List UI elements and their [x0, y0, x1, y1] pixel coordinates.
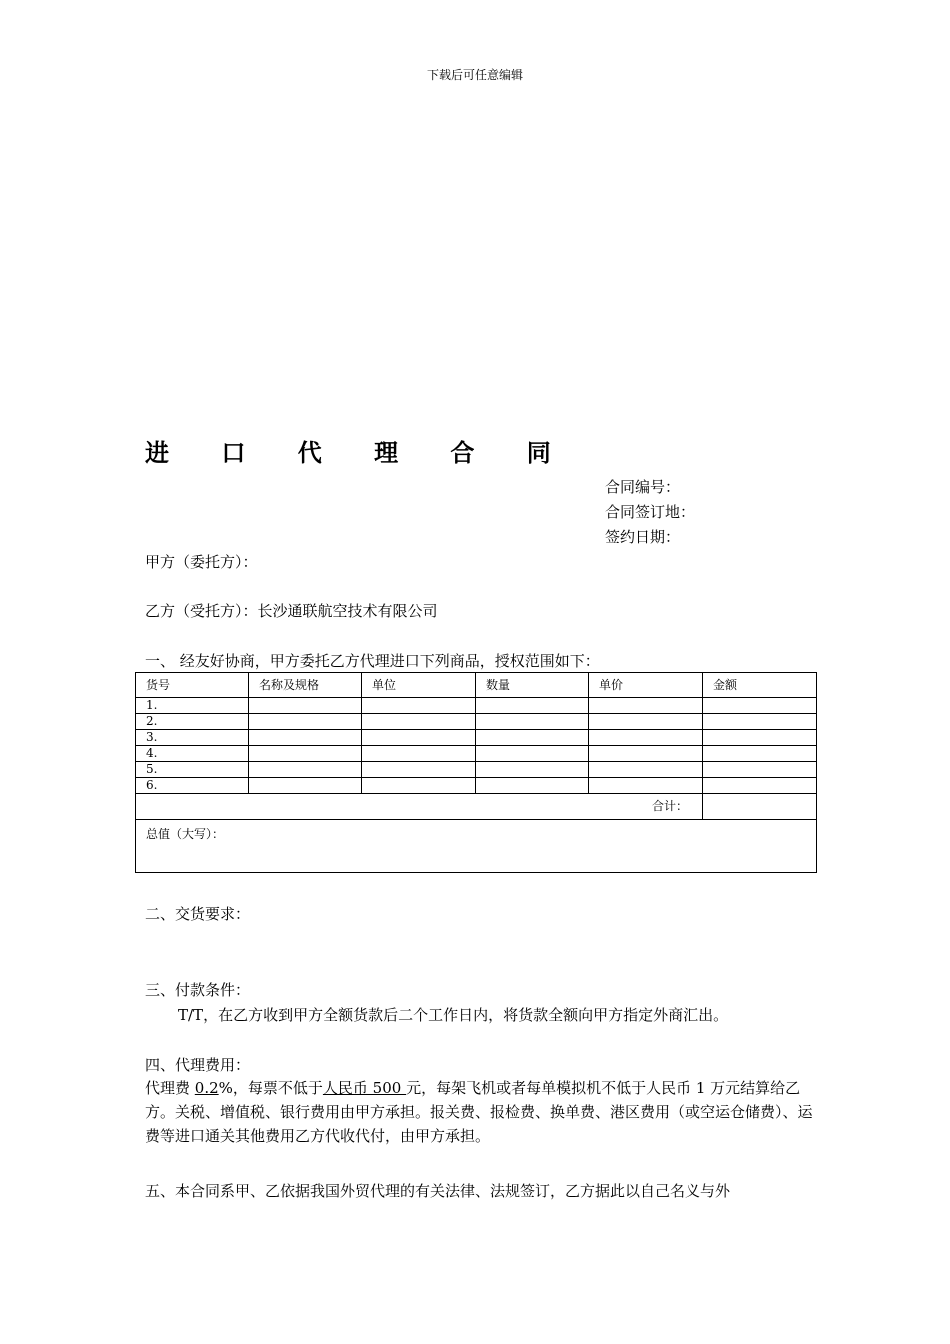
agency-fee-text: %，每票不低于	[218, 1079, 323, 1097]
table-cell	[249, 730, 362, 746]
section-2-heading: 二、交货要求：	[145, 905, 251, 923]
section-3-text: T/T，在乙方收到甲方全额货款后二个工作日内，将货款全额向甲方指定外商汇出。	[178, 1006, 729, 1024]
row-number: 3.	[136, 730, 249, 746]
table-cell	[476, 762, 589, 778]
party-b-name: 长沙通联航空技术有限公司	[257, 602, 438, 620]
table-cell	[362, 730, 476, 746]
section-5-text: 五、本合同系甲、乙依据我国外贸代理的有关法律、法规签订，乙方据此以自己名义与外	[145, 1182, 731, 1200]
goods-table	[135, 672, 817, 873]
row-number: 4.	[136, 746, 249, 762]
total-words-row	[136, 820, 817, 873]
table-cell	[476, 746, 589, 762]
table-cell	[476, 730, 589, 746]
table-row	[136, 762, 817, 778]
row-number: 5.	[136, 762, 249, 778]
table-cell	[249, 778, 362, 794]
table-cell	[589, 698, 703, 714]
table-cell	[703, 714, 817, 730]
total-label: 合计：	[136, 794, 703, 820]
table-cell	[703, 778, 817, 794]
party-b-line	[145, 600, 438, 621]
table-cell	[589, 714, 703, 730]
table-cell	[703, 746, 817, 762]
agency-fee-rate: 0.2	[194, 1079, 219, 1097]
table-cell	[362, 778, 476, 794]
table-header-row	[136, 673, 817, 698]
table-cell	[362, 762, 476, 778]
table-cell	[703, 730, 817, 746]
column-header: 单价	[589, 673, 703, 698]
column-header: 单位	[362, 673, 476, 698]
table-row	[136, 746, 817, 762]
column-header: 金额	[703, 673, 817, 698]
signing-place-label: 合同签订地：	[605, 503, 696, 521]
table-cell	[249, 714, 362, 730]
agency-fee-rest: 元，每架飞机或者每单模拟机不低于人民币 1 万元结算给乙方。关税、增值税、银行费用由甲方承担。报关费、报检费、换单费、港区费用（或空运仓储费）、运费等进口通关其他费用乙方代收代付，由甲方承担。	[145, 1079, 813, 1145]
table-cell	[362, 746, 476, 762]
table-row	[136, 714, 817, 730]
contract-number-label: 合同编号：	[605, 478, 681, 496]
contract-title: 进 口 代 理 合 同	[145, 438, 573, 467]
table-cell	[589, 746, 703, 762]
row-number: 2.	[136, 714, 249, 730]
row-number: 6.	[136, 778, 249, 794]
total-row	[136, 794, 817, 820]
table-row	[136, 778, 817, 794]
table-cell	[476, 714, 589, 730]
table-cell	[249, 698, 362, 714]
table-row	[136, 698, 817, 714]
section-1-text: 一、 经友好协商，甲方委托乙方代理进口下列商品，授权范围如下：	[145, 652, 600, 670]
table-cell	[362, 714, 476, 730]
section-3-heading: 三、付款条件：	[145, 981, 251, 999]
table-cell	[362, 698, 476, 714]
column-header: 名称及规格	[249, 673, 362, 698]
table-row	[136, 730, 817, 746]
table-cell	[476, 698, 589, 714]
table-cell	[703, 698, 817, 714]
table-cell	[249, 746, 362, 762]
table-cell	[476, 778, 589, 794]
party-a-label: 甲方（委托方）：	[145, 553, 258, 571]
column-header: 货号	[136, 673, 249, 698]
table-cell	[703, 762, 817, 778]
table-cell	[589, 778, 703, 794]
total-words-label: 总值（大写）：	[136, 820, 817, 873]
header-note: 下载后可任意编辑	[426, 68, 523, 82]
agency-fee-prefix: 代理费	[145, 1079, 195, 1097]
column-header: 数量	[476, 673, 589, 698]
signing-date-label: 签约日期：	[605, 528, 681, 546]
table-cell	[589, 730, 703, 746]
section-4-heading: 四、代理费用：	[145, 1056, 251, 1074]
total-amount-cell	[703, 794, 817, 820]
minimum-fee: 人民币 500	[322, 1079, 407, 1097]
row-number: 1.	[136, 698, 249, 714]
party-b-label: 乙方（受托方）：	[145, 602, 258, 620]
section-4-text	[145, 1076, 813, 1148]
table-cell	[249, 762, 362, 778]
table-cell	[589, 762, 703, 778]
